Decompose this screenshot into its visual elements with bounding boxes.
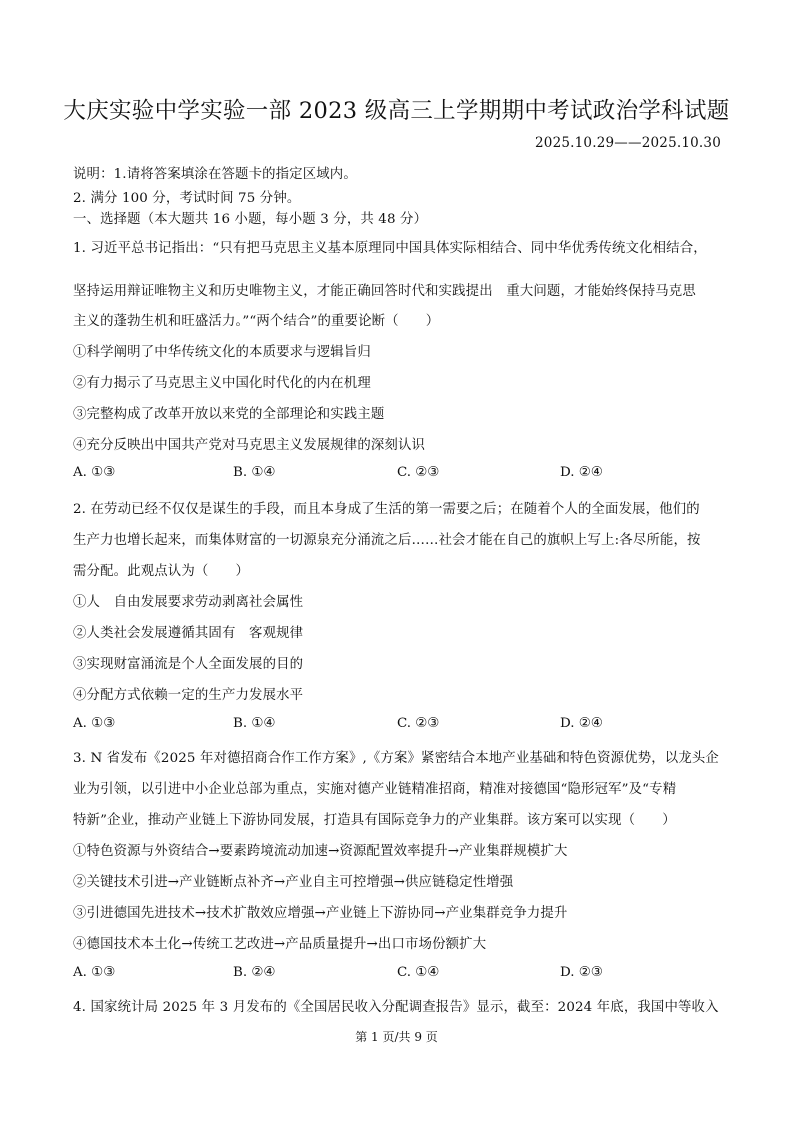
option-a: A. ①③ bbox=[73, 965, 116, 980]
question-3-item-1: ①特色资源与外资结合→要素跨境流动加速→资源配置效率提升→产业集群规模扩大 bbox=[73, 844, 568, 859]
question-2-stem-line-2: 生产力也增长起来，而集体财富的一切源泉充分涌流之后……社会才能在自己的旗帜上写上:各尽所能，按 bbox=[73, 533, 701, 548]
question-4-stem-line-1: 4. 国家统计局 2025 年 3 月发布的《全国居民收入分配调查报告》显示，截至：2024 年底，我国中等收入 bbox=[73, 1000, 719, 1015]
option-d: D. ②③ bbox=[560, 965, 603, 980]
question-3-stem-line-2: 业为引领，以引进中小企业总部为重点，实施对德产业链精准招商，精准对接德国“隐形冠军”及“专精 bbox=[73, 782, 677, 797]
instruction-line-1: 说明：1.请将答案填涂在答题卡的指定区域内。 bbox=[73, 167, 357, 182]
question-3-stem-line-1: 3. N 省发布《2025 年对德招商合作工作方案》,《方案》紧密结合本地产业基础和特色资源优势，以龙头企 bbox=[73, 751, 719, 766]
question-1-stem-line-3: 主义的蓬勃生机和旺盛活力。”“两个结合”的重要论断（ ） bbox=[73, 314, 440, 329]
option-b: B. ①④ bbox=[233, 465, 276, 480]
question-3-item-2: ②关键技术引进→产业链断点补齐→产业自主可控增强→供应链稳定性增强 bbox=[73, 875, 514, 890]
option-a: A. ①③ bbox=[73, 716, 116, 731]
option-c: C. ①④ bbox=[397, 965, 440, 980]
question-3-item-4: ④德国技术本土化→传统工艺改进→产品质量提升→出口市场份额扩大 bbox=[73, 937, 487, 952]
question-2-item-3: ③实现财富涌流是个人全面发展的目的 bbox=[73, 657, 304, 672]
option-d: D. ②④ bbox=[560, 465, 603, 480]
question-1-item-3: ③完整构成了改革开放以来党的全部理论和实践主题 bbox=[73, 407, 385, 422]
question-2-stem-line-3: 需分配。此观点认为（ ） bbox=[73, 564, 250, 579]
option-d: D. ②④ bbox=[560, 716, 603, 731]
question-3-item-3: ③引进德国先进技术→技术扩散效应增强→产业链上下游协同→产业集群竞争力提升 bbox=[73, 906, 568, 921]
exam-date: 2025.10.29——2025.10.30 bbox=[535, 135, 721, 151]
question-2-item-4: ④分配方式依赖一定的生产力发展水平 bbox=[73, 688, 304, 703]
instruction-line-2: 2. 满分 100 分，考试时间 75 分钟。 bbox=[73, 191, 301, 206]
section-heading: 一、选择题（本大题共 16 小题，每小题 3 分，共 48 分） bbox=[73, 212, 428, 227]
option-b: B. ①④ bbox=[233, 716, 276, 731]
question-1-item-2: ②有力揭示了马克思主义中国化时代化的内在机理 bbox=[73, 376, 371, 391]
page-footer: 第 1 页/共 9 页 bbox=[355, 1030, 438, 1044]
question-1-item-4: ④充分反映出中国共产党对马克思主义发展规律的深刻认识 bbox=[73, 438, 426, 453]
option-c: C. ②③ bbox=[397, 716, 440, 731]
question-2-stem-line-1: 2. 在劳动已经不仅仅是谋生的手段，而且本身成了生活的第一需要之后；在随着个人的全面发展，他们的 bbox=[73, 502, 700, 517]
option-b: B. ②④ bbox=[233, 965, 276, 980]
question-2-item-1: ①人 自由发展要求劳动剥离社会属性 bbox=[73, 595, 304, 610]
option-a: A. ①③ bbox=[73, 465, 116, 480]
question-3-stem-line-3: 特新”企业，推动产业链上下游协同发展，打造具有国际竞争力的产业集群。该方案可以实现（ ） bbox=[73, 813, 676, 828]
question-1-stem-line-1: 1. 习近平总书记指出：“只有把马克思主义基本原理同中国具体实际相结合、同中华优秀传统文化相结合， bbox=[73, 241, 707, 256]
question-2-item-2: ②人类社会发展遵循其固有 客观规律 bbox=[73, 626, 304, 641]
exam-title: 大庆实验中学实验一部 2023 级高三上学期期中考试政治学科试题 bbox=[63, 98, 730, 124]
option-c: C. ②③ bbox=[397, 465, 440, 480]
question-1-stem-line-2: 坚持运用辩证唯物主义和历史唯物主义，才能正确回答时代和实践提出 重大问题，才能始终保持马克思 bbox=[73, 284, 696, 299]
question-1-item-1: ①科学阐明了中华传统文化的本质要求与逻辑旨归 bbox=[73, 345, 371, 360]
